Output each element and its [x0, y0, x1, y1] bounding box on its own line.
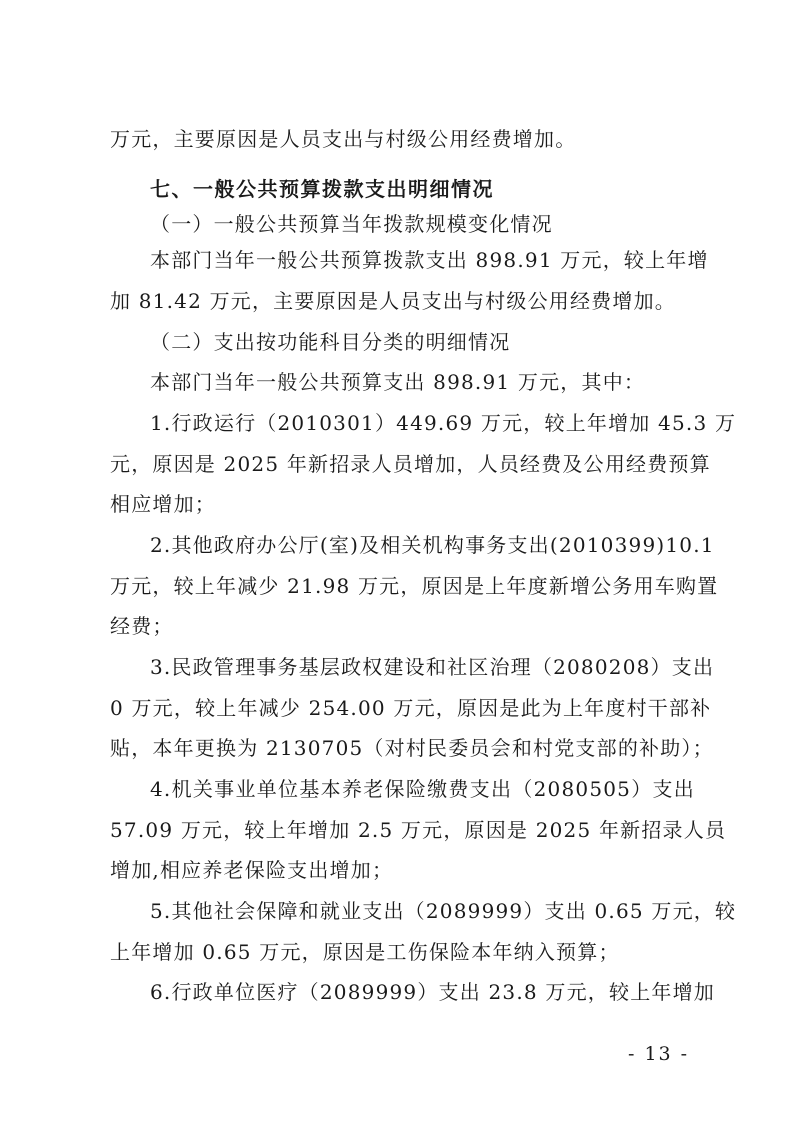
- list-item-line: 上年增加 0.65 万元，原因是工伤保险本年纳入预算；: [110, 940, 620, 964]
- list-item-line: 4.机关事业单位基本养老保险缴费支出（2080505）支出: [150, 777, 695, 801]
- paragraph-line: 本部门当年一般公共预算支出 898.91 万元，其中：: [150, 370, 646, 394]
- paragraph-line: 本部门当年一般公共预算拨款支出 898.91 万元，较上年增: [150, 248, 709, 272]
- list-item-line: 0 万元，较上年减少 254.00 万元，原因是此为上年度村干部补: [110, 696, 712, 720]
- list-item-line: 元，原因是 2025 年新招录人员增加，人员经费及公用经费预算: [110, 452, 711, 476]
- page-number: - 13 -: [628, 1043, 690, 1065]
- list-item-line: 3.民政管理事务基层政权建设和社区治理（2080208）支出: [150, 655, 715, 679]
- paragraph-line: 加 81.42 万元，主要原因是人员支出与村级公用经费增加。: [110, 289, 676, 313]
- paragraph-line: 万元，主要原因是人员支出与村级公用经费增加。: [110, 127, 577, 151]
- list-item-line: 1.行政运行（2010301）449.69 万元，较上年增加 45.3 万: [150, 411, 737, 435]
- list-item-line: 6.行政单位医疗（2089999）支出 23.8 万元，较上年增加: [150, 980, 715, 1004]
- list-item-line: 增加,相应养老保险支出增加；: [110, 858, 394, 882]
- list-item-line: 经费；: [110, 614, 174, 638]
- list-item-line: 相应增加；: [110, 492, 216, 516]
- subsection-heading: （二）支出按功能科目分类的明细情况: [150, 330, 511, 354]
- list-item-line: 万元，较上年减少 21.98 万元，原因是上年度新增公务用车购置: [110, 574, 719, 598]
- section-heading: 七、一般公共预算拨款支出明细情况: [150, 177, 494, 201]
- list-item-line: 57.09 万元，较上年增加 2.5 万元，原因是 2025 年新招录人员: [110, 818, 727, 842]
- list-item-line: 贴，本年更换为 2130705（对村民委员会和村党支部的补助）；: [110, 736, 714, 760]
- subsection-heading: （一）一般公共预算当年拨款规模变化情况: [150, 212, 553, 236]
- list-item-line: 5.其他社会保障和就业支出（2089999）支出 0.65 万元，较: [150, 899, 737, 923]
- list-item-line: 2.其他政府办公厅(室)及相关机构事务支出(2010399)10.1: [150, 533, 715, 557]
